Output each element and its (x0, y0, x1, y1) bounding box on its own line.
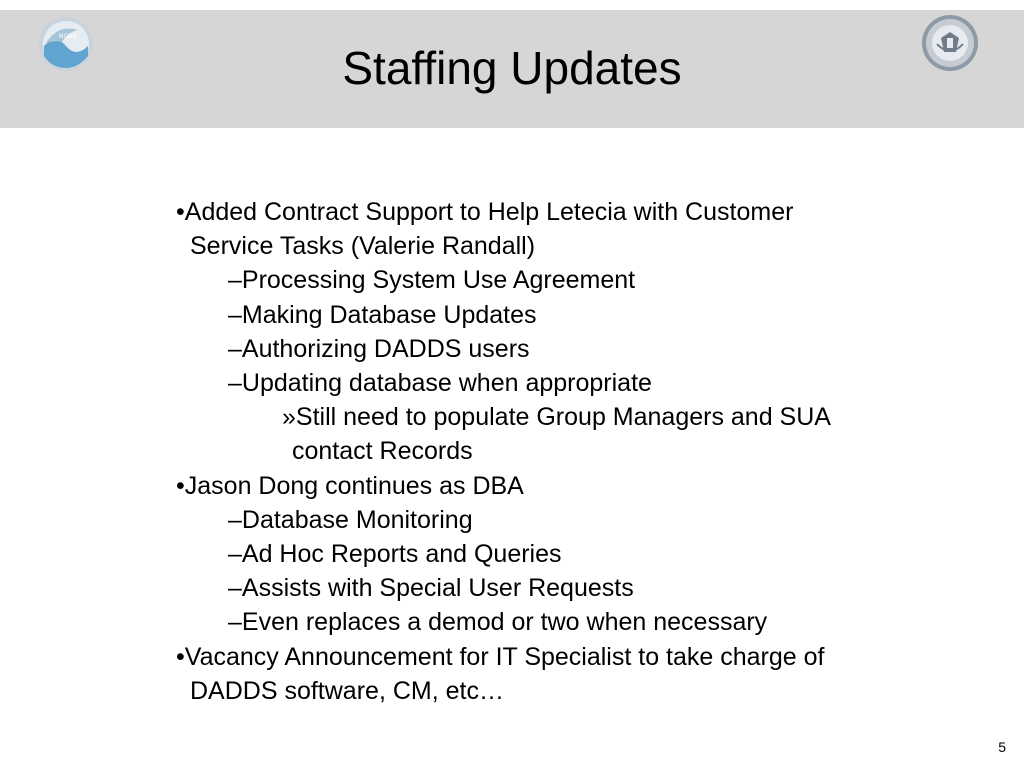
sub-bullet-item (176, 605, 956, 639)
bullet-marker: • (176, 198, 185, 226)
bullet-list (176, 195, 956, 708)
sub-bullet-marker: – (228, 505, 242, 534)
bullet-item-continuation: Service Tasks (Valerie Randall) (190, 232, 536, 261)
sub-bullet-item (176, 571, 956, 605)
svg-text:NOAA: NOAA (59, 33, 77, 40)
sub-bullet-text: Updating database when appropriate (241, 369, 652, 398)
sub-sub-bullet-continuation: contact Records (292, 437, 473, 466)
sub-bullet-item (176, 537, 956, 571)
sub-bullet-marker: – (228, 608, 242, 637)
sub-bullet-text: Ad Hoc Reports and Queries (241, 540, 562, 569)
sub-bullet-marker: – (228, 334, 242, 363)
bullet-text: Jason Dong continues as DBA (184, 471, 524, 500)
sub-bullet-marker: – (228, 300, 242, 329)
bullet-marker: • (176, 642, 185, 671)
sub-bullet-item (176, 503, 956, 537)
page-number: 5 (998, 739, 1006, 755)
sub-bullet-item (176, 366, 956, 400)
sub-sub-bullet-marker: » (282, 403, 296, 432)
slide-title: Staffing Updates (342, 42, 682, 94)
top-strip (0, 0, 1024, 10)
sub-bullet-text: Processing System Use Agreement (241, 266, 636, 295)
bullet-item (176, 640, 956, 674)
sub-bullet-text: Even replaces a demod or two when necessary (241, 608, 768, 637)
sub-bullet-item (176, 298, 956, 332)
bullet-text: Added Contract Support to Help Letecia with Customer (184, 198, 794, 226)
sub-bullet-item (176, 263, 956, 297)
sub-bullet-text: Assists with Special User Requests (241, 574, 634, 603)
sub-bullet-text: Database Monitoring (241, 505, 473, 534)
sub-bullet-marker: – (228, 369, 242, 398)
bullet-item (176, 195, 956, 229)
sub-sub-bullet-item (176, 400, 956, 434)
sub-bullet-text: Making Database Updates (241, 300, 537, 329)
sub-bullet-marker: – (228, 540, 242, 569)
bullet-item-continuation: DADDS software, CM, etc… (190, 676, 504, 705)
sub-bullet-marker: – (228, 574, 242, 603)
bullet-item (176, 469, 956, 503)
bullet-text: Vacancy Announcement for IT Specialist to take charge of (184, 642, 825, 671)
sub-bullet-item (176, 332, 956, 366)
sub-bullet-marker: – (228, 266, 242, 295)
bullet-marker: • (176, 471, 185, 500)
sub-sub-bullet-text: Still need to populate Group Managers and SUA (295, 403, 831, 432)
sub-bullet-text: Authorizing DADDS users (241, 334, 530, 363)
